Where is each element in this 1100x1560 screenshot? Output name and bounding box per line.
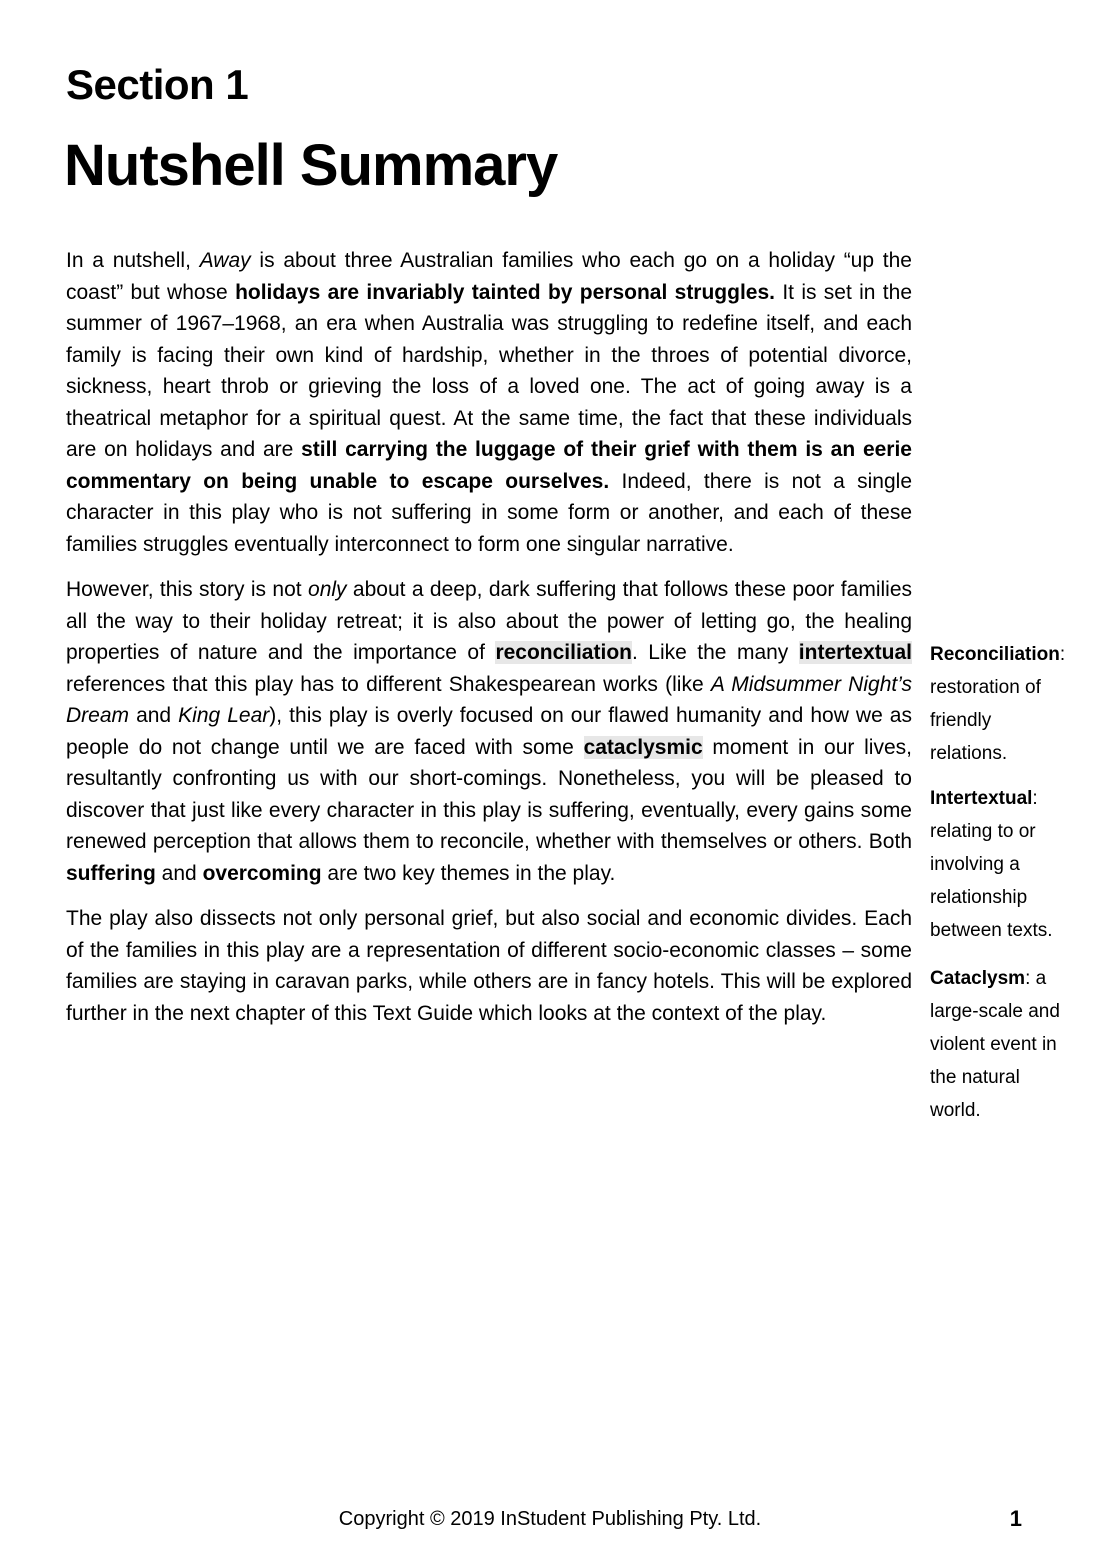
page-title: Nutshell Summary: [64, 133, 558, 198]
body-text-column: [66, 245, 912, 1043]
margin-note-reconciliation: Reconciliation: restoration of friendly relations.: [930, 644, 1066, 764]
margin-note-cataclysm: Cataclysm: a large-scale and violent event in the natural world.: [930, 968, 1060, 1121]
footer-copyright: Copyright © 2019 InStudent Publishing Pty. Ltd.: [338, 1508, 762, 1530]
section-label: Section 1: [66, 61, 249, 108]
body-paragraph: However, this story is not only about a deep, dark suffering that follows these poor families all the way to their holiday retreat; it is also about the power of letting go, the healing properties of nature and the importance of reconciliation. Like the many intertextual references that this play has to different Shakespearean works (like A Midsummer Night’s Dream and King Lear), this play is overly focused on our flawed humanity and how we as people do not change until we are faced with some cataclysmic moment in our lives, resultantly confronting us with our short-comings. Nonetheless, you will be pleased to discover that just like every character in this play is suffering, eventually, every gains some renewed perception that allows them to reconcile, whether with themselves or others. Both suffering and overcoming are two key themes in the play.: [66, 578, 912, 885]
page-number: 1: [1009, 1506, 1022, 1531]
margin-note-intertextual: Intertextual: relating to or involving a relationship between texts.: [930, 788, 1053, 941]
body-paragraph: The play also dissects not only personal grief, but also social and economic divides. Each of the families in this play are a representation of different socio-economic classes – some families are staying in caravan parks, while others are in fancy hotels. This will be explored further in the next chapter of this Text Guide which looks at the context of the play.: [66, 907, 912, 1025]
body-paragraph: In a nutshell, Away is about three Australian families who each go on a holiday “up the coast” but whose holidays are invariably tainted by personal struggles. It is set in the summer of 1967–1968, an era when Australia was struggling to redefine itself, and each family is facing their own kind of hardship, whether in the throes of potential divorce, sickness, heart throb or grieving the loss of a loved one. The act of going away is a theatrical metaphor for a spiritual quest. At the same time, the fact that these individuals are on holidays and are still carrying the luggage of their grief with them is an eerie commentary on being unable to escape ourselves. Indeed, there is not a single character in this play who is not suffering in some form or another, and each of these families struggles eventually interconnect to form one singular narrative.: [66, 249, 913, 556]
